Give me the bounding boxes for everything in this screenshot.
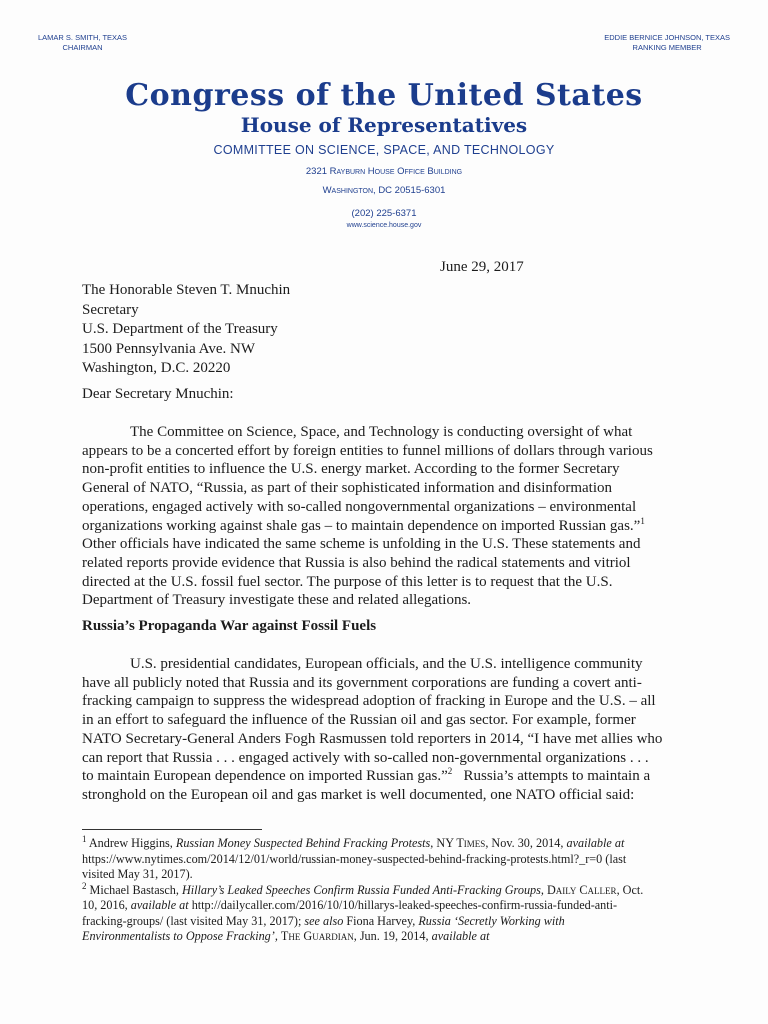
recipient-address [82,281,290,379]
footnote-url[interactable]: http://dailycaller.com/2016/10/10/hillarys-leaked-speeches-confirm-russia-funded-anti- [191,898,618,912]
paragraph-line: The Committee on Science, Space, and Technology is conducting oversight of what [130,424,633,440]
section-heading: Russia’s Propaganda War against Fossil Fuels [82,618,377,634]
paragraph-line: related reports provide evidence that Russia is also behind the radical statements and vitriol [82,554,631,571]
footnote-title: Russia ‘Secretly Working with [418,913,565,928]
committee-name: COMMITTEE ON SCIENCE, SPACE, AND TECHNOLOGY [213,143,555,157]
footnote-author: Michael Bastasch, [89,882,179,897]
footnote-title: Hillary’s Leaked Speeches Confirm Russia Funded Anti-Fracking Groups, [181,882,544,897]
recipient-line: Secretary [82,301,139,318]
letter-date: June 29, 2017 [440,259,524,275]
footnote-date: , Jun. 19, 2014, [353,929,429,943]
house-title: House of Representatives [240,113,528,137]
paragraph-line: U.S. presidential candidates, European officials, and the U.S. intelligence community [130,656,643,672]
chairman-title: CHAIRMAN [62,43,103,52]
paragraph-line: in an effort to safeguard the influence of the Russian oil and gas sector. For example, former [82,712,636,729]
paragraph-text: to maintain European dependence on imported Russian gas.” [82,768,448,785]
footnote-title: Environmentalists to Oppose Fracking’, [82,929,278,943]
ranking-member-block [604,33,730,53]
footnote-visited: visited May 31, 2017). [82,867,193,881]
footnote-text: fracking-groups/ (last visited May 31, 2017); [82,913,302,928]
footnote-publication: Daily Caller [546,882,617,897]
website: www.science.house.gov [346,222,422,229]
footnote-available: available at [566,836,625,850]
paragraph-line: stronghold on the European oil and gas market is well documented, one NATO official said: [82,786,635,803]
footnote-marker: 2 [447,766,453,777]
paragraph-line: non-profit entities to influence the U.S. energy market. According to the former Secretary [82,461,620,478]
paragraph-propaganda [82,655,732,805]
footnote-title: Russian Money Suspected Behind Fracking Protests [175,836,431,850]
paragraph-line [82,517,732,536]
address-line-1: 2321 Rayburn House Office Building [305,166,463,177]
paragraph-intro [82,423,732,610]
footnote-available: available at [431,929,490,943]
footnotes [82,833,732,945]
footnote-see-also: see also [304,913,344,928]
ranking-member-title: RANKING MEMBER [632,43,702,52]
footnote-date: , Nov. 30, 2014, [485,836,564,850]
address-line-2: Washington, DC 20515-6301 [322,185,446,196]
paragraph-line: Other officials have indicated the same scheme is unfolding in the U.S. These statements and [82,536,641,553]
footnote-date: , Oct. [616,882,644,897]
salutation: Dear Secretary Mnuchin: [82,386,234,402]
paragraph-line: NATO Secretary-General Anders Fogh Rasmussen told reporters in 2014, “I have met allies who [82,730,663,747]
footnote-number: 1 [82,833,87,844]
chairman-block [38,33,127,53]
footnote-date: 10, 2016, [82,898,128,912]
recipient-line: The Honorable Steven T. Mnuchin [82,282,291,298]
paragraph-line: operations, engaged actively with so-called nongovernmental organizations – environmental [82,498,637,515]
recipient-line: U.S. Department of the Treasury [82,321,278,338]
paragraph-text: Russia’s attempts to maintain a [463,768,651,785]
footnote-author: Andrew Higgins, [88,836,173,850]
recipient-line: Washington, D.C. 20220 [82,360,231,377]
footnote-available: available at [130,898,189,912]
footnote-line [82,914,732,930]
footnote-publication: The Guardian [280,929,354,943]
footnote-line [82,898,732,914]
footnote-1: $^1$ Andrew Higgins, Russian Money Suspected Behind Fracking Protests, NY Times, Nov. 30, 2014, available at [82,833,625,850]
paragraph-line: appears to be a concerted effort by foreign entities to funnel millions of dollars through various [82,442,653,459]
footnote-2 [82,880,732,899]
phone-number: (202) 225-6371 [351,208,417,219]
paragraph-line [82,767,732,786]
recipient-line: 1500 Pennsylvania Ave. NW [82,340,256,357]
paragraph-text: organizations working against shale gas – to maintain dependence on imported Russian gas.” [82,517,641,534]
paragraph-line: General of NATO, “Russia, as part of their sophisticated information and disinformation [82,480,613,497]
congress-title: Congress of the United States [125,78,643,113]
footnote-marker: 1 [640,515,645,526]
paragraph-line: have all publicly noted that Russia and its government corporations are funding a covert anti- [82,674,642,691]
paragraph-line: can report that Russia . . . engaged actively with so-called non-governmental organizations . . . [82,749,649,766]
footnote-number: 2 [82,880,87,891]
footnote-publication: NY Times [436,836,486,850]
paragraph-line: directed at the U.S. fossil fuel sector. The purpose of this letter is to request that the U.S. [82,573,613,590]
footnote-url[interactable]: https://www.nytimes.com/2014/12/01/world/russian-money-suspected-behind-fracking-protests.html?_r=0 (last [82,851,627,866]
footnote-line [82,929,732,945]
footnote-author: Fiona Harvey, [346,913,416,928]
chairman-name: LAMAR S. SMITH, TEXAS [38,33,128,42]
ranking-member-name: EDDIE BERNICE JOHNSON, TEXAS [604,33,730,42]
paragraph-line: fracking campaign to suppress the widespread adoption of fracking in Europe and the U.S. – all [82,693,656,710]
paragraph-line: Department of Treasury investigate these and related allegations. [82,592,472,609]
footnote-divider [82,829,262,830]
